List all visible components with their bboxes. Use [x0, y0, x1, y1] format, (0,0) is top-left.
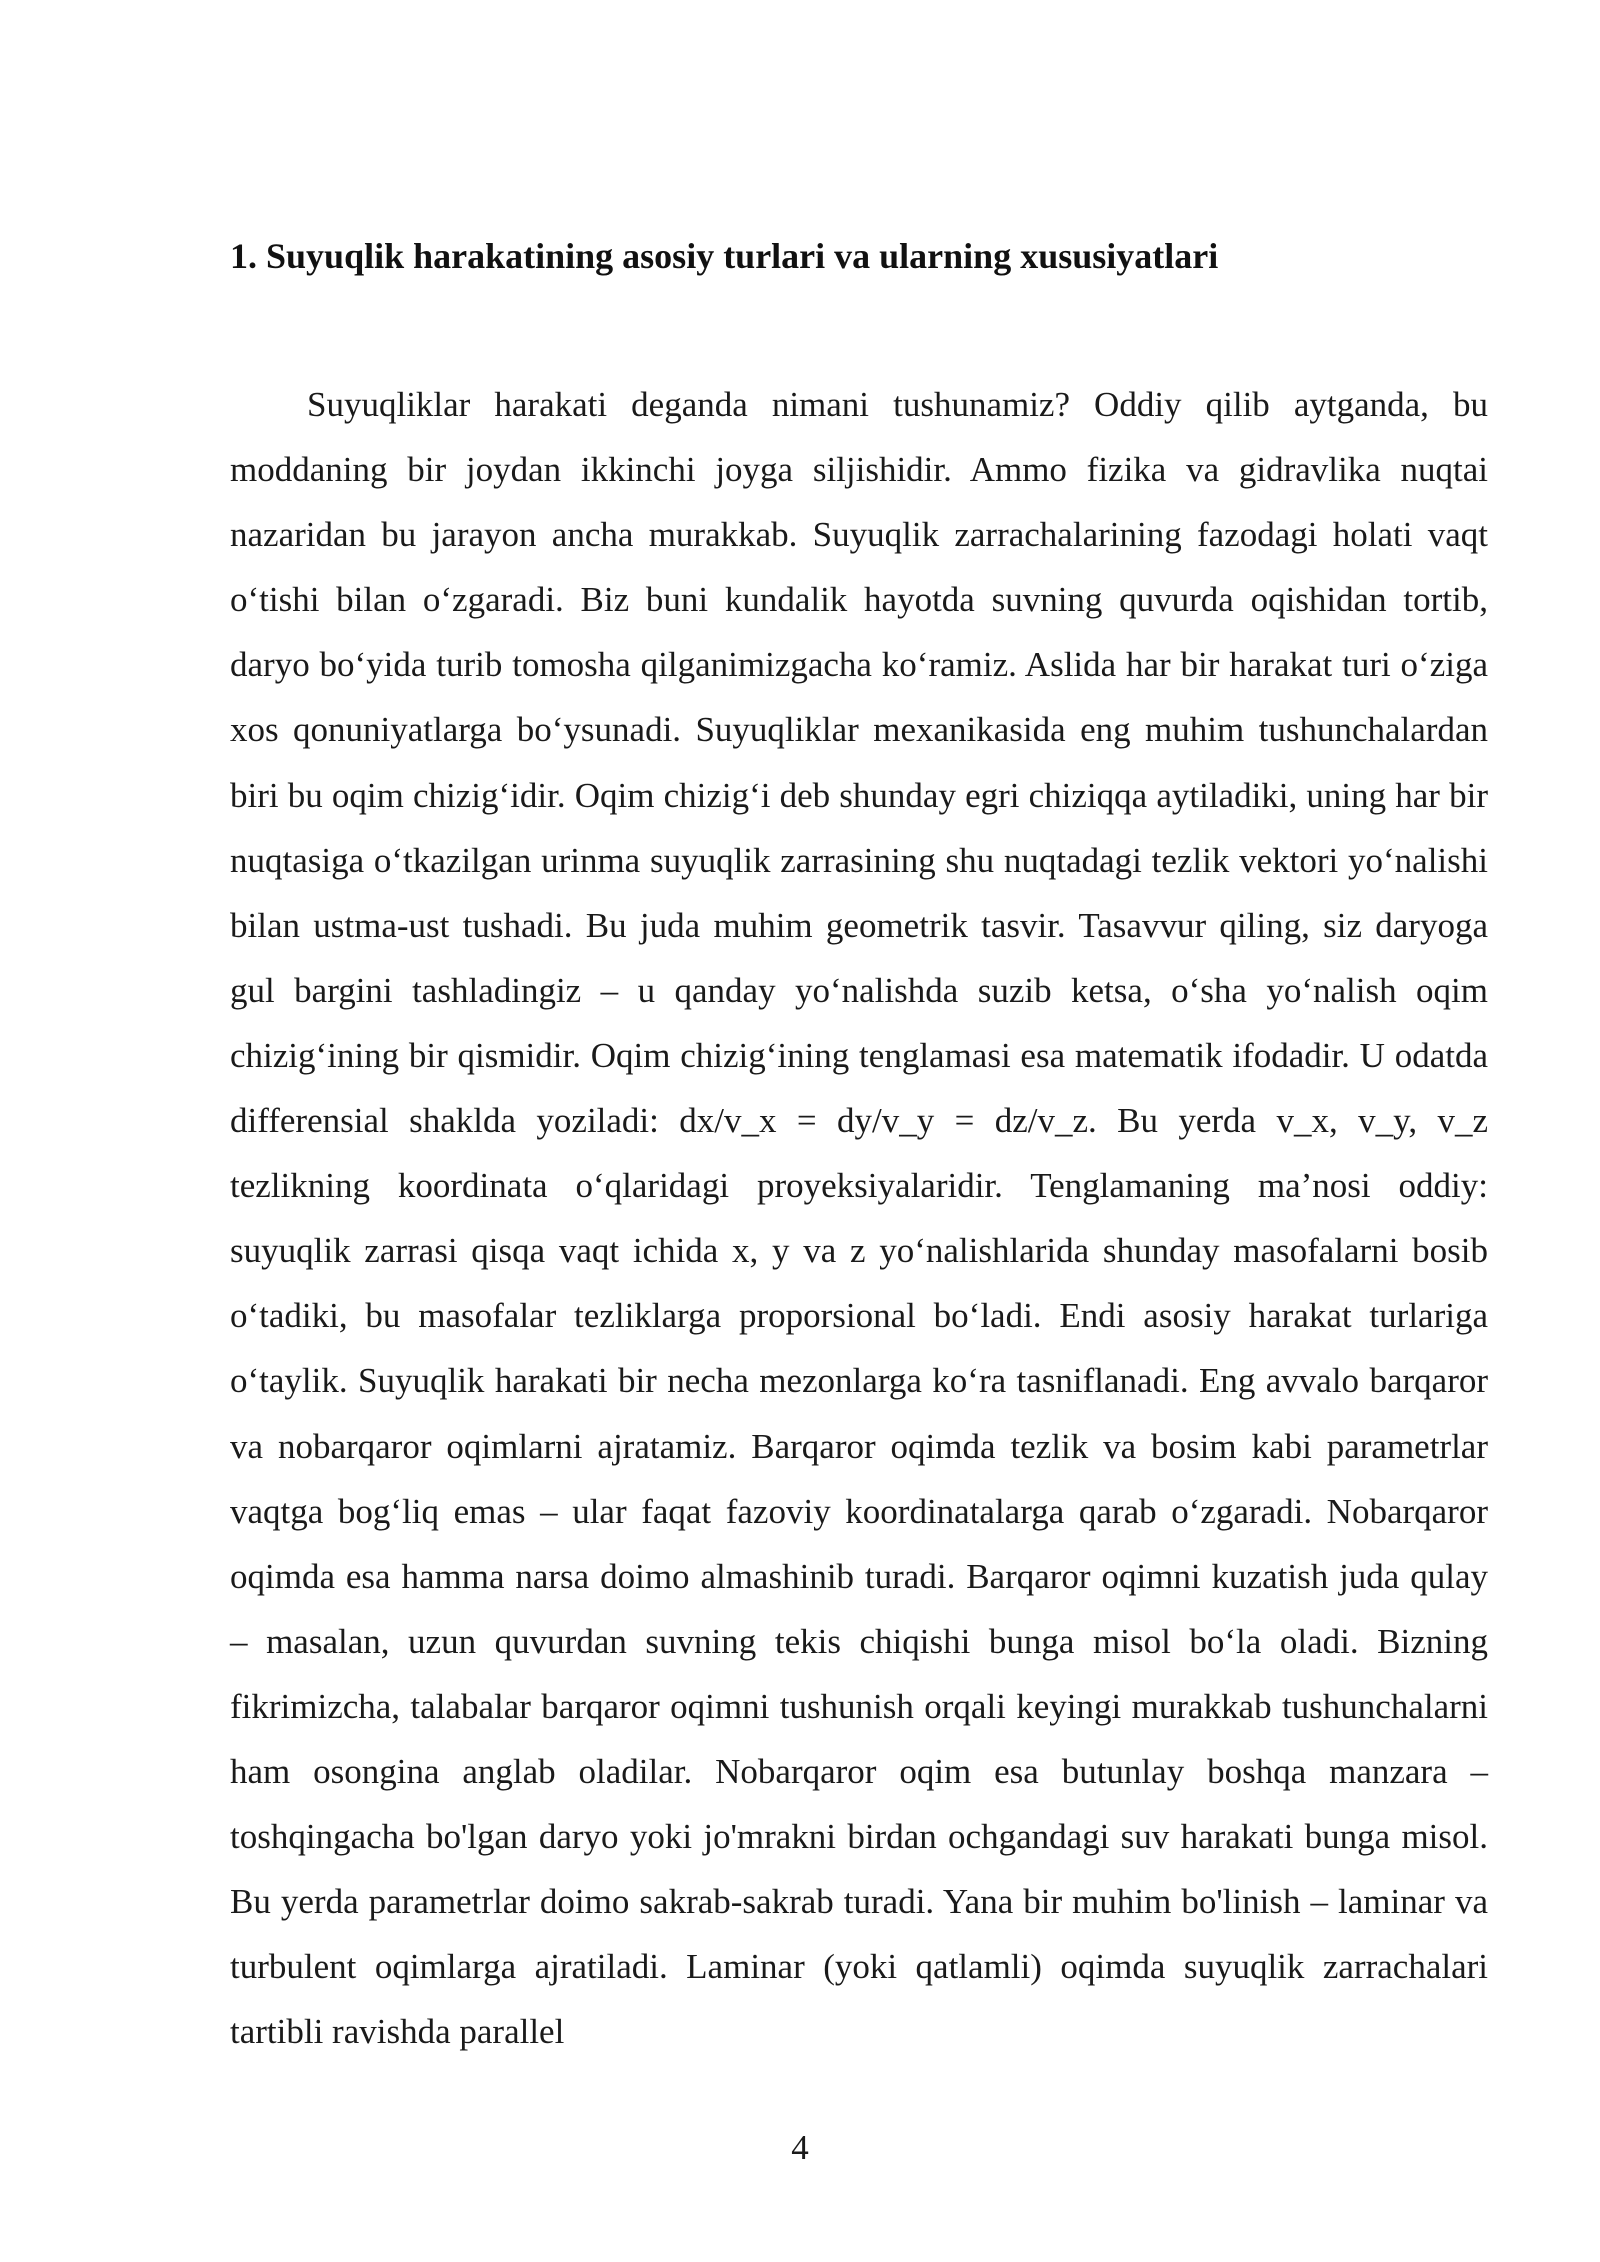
- body-paragraph: Suyuqliklar harakati deganda nimani tushunamiz? Oddiy qilib aytganda, bu moddaning bir joydan ikkinchi joyga siljishidir. Ammo fizika va gidravlika nuqtai nazaridan bu jarayon ancha murakkab. Suyuqlik zarrachalarining fazodagi holati vaqt o‘tishi bilan o‘zgaradi. Biz buni kundalik hayotda suvning quvurda oqishidan tortib, daryo bo‘yida turib tomosha qilganimizgacha ko‘ramiz. Aslida har bir harakat turi o‘ziga xos qonuniyatlarga bo‘ysunadi. Suyuqliklar mexanikasida eng muhim tushunchalardan biri bu oqim chizig‘idir. Oqim chizig‘i deb shunday egri chiziqqa aytiladiki, uning har bir nuqtasiga o‘tkazilgan urinma suyuqlik zarrasining shu nuqtadagi tezlik vektori yo‘nalishi bilan ustma-ust tushadi. Bu juda muhim geometrik tasvir. Tasavvur qiling, siz daryoga gul bargini tashladingiz – u qanday yo‘nalishda suzib ketsa, o‘sha yo‘nalish oqim chizig‘ining bir qismidir. Oqim chizig‘ining tenglamasi esa matematik ifodadir. U odatda differensial shaklda yoziladi: dx/v_x = dy/v_y = dz/v_z. Bu yerda v_x, v_y, v_z tezlikning koordinata o‘qlaridagi proyeksiyalaridir. Tenglamaning ma’nosi oddiy: suyuqlik zarrasi qisqa vaqt ichida x, y va z yo‘nalishlarida shunday masofalarni bosib o‘tadiki, bu masofalar tezliklarga proporsional bo‘ladi. Endi asosiy harakat turlariga o‘taylik. Suyuqlik harakati bir necha mezonlarga ko‘ra tasniflanadi. Eng avvalo barqaror va nobarqaror oqimlarni ajratamiz. Barqaror oqimda tezlik va bosim kabi parametrlar vaqtga bog‘liq emas – ular faqat fazoviy koordinatalarga qarab o‘zgaradi. Nobarqaror oqimda esa hamma narsa doimo almashinib turadi. Barqaror oqimni kuzatish juda qulay – masalan, uzun quvurdan suvning tekis chiqishi bunga misol bo‘la oladi. Bizning fikrimizcha, talabalar barqaror oqimni tushunish orqali keyingi murakkab tushunchalarni ham osongina anglab oladilar. Nobarqaror oqim esa butunlay boshqa manzara – toshqingacha bo'lgan daryo yoki jo'mrakni birdan ochgandagi suv harakati bunga misol. Bu yerda parametrlar doimo sakrab-sakrab turadi. Yana bir muhim bo'linish – laminar va turbulent oqimlarga ajratiladi. Laminar (yoki qatlamli) oqimda suyuqlik zarrachalari tartibli ravishda parallel: [230, 385, 1488, 2052]
- section-heading: 1. Suyuqlik harakatining asosiy turlari va ularning xususiyatlari: [230, 236, 1219, 276]
- page-number: 4: [791, 2128, 809, 2167]
